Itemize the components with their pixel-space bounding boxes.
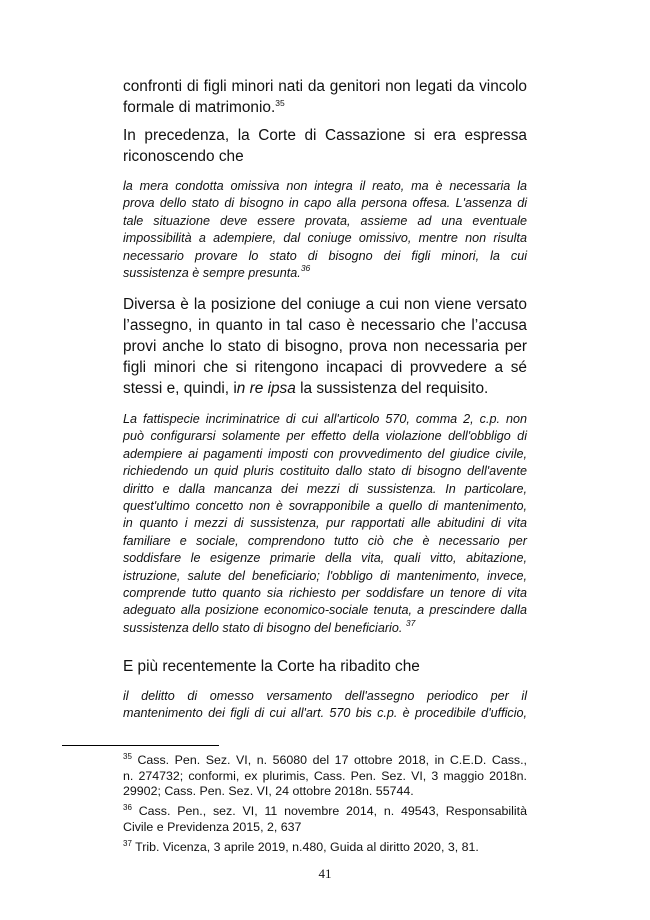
- footnote-line: [123, 840, 527, 856]
- text-line: riconoscendo che: [123, 148, 244, 165]
- footnote-ref-37[interactable]: 37: [405, 617, 416, 628]
- text-line: l’assegno, in quanto in tal caso è necessario che l’accusa: [123, 317, 527, 334]
- footnote-37: [123, 840, 527, 856]
- text-line: provi anche lo stato di bisogno, prova non necessaria per: [123, 338, 527, 355]
- body-paragraph-1: [123, 76, 527, 118]
- quote-line: in quanto i mezzi di sussistenza, pur rapportati alle abitudini di vita: [123, 516, 527, 531]
- text-line: E più recentemente la Corte ha ribadito che: [123, 658, 420, 675]
- footnote-36: [123, 804, 527, 835]
- footnote-number: 36: [123, 803, 132, 812]
- quote-line: tale situazione deve essere provata, assieme ad una eventuale: [123, 213, 527, 228]
- text-segment: formale di matrimonio.: [123, 99, 276, 116]
- footnote-separator: [62, 745, 219, 746]
- text-segment: la sussistenza del requisito.: [295, 380, 489, 397]
- text-segment: Trib. Vicenza, 3 aprile 2019, n.480, Guida al diritto 2020, 3, 81.: [131, 840, 479, 854]
- quote-line: familiare e sociale, comprendono tutto ciò che è necessario per: [123, 533, 527, 548]
- quote-line: istruzione, salute del beneficiario; l'obbligo di mantenimento, invece,: [123, 568, 527, 583]
- body-paragraph-4: [123, 656, 527, 677]
- quote-line: prova dello stato di bisogno in capo alla persona offesa. L'assenza di: [123, 196, 527, 211]
- quote-line: il delitto di omesso versamento dell'assegno periodico per il: [123, 689, 527, 703]
- latin-phrase: n re ipsa: [236, 380, 296, 397]
- footnote-line: [123, 804, 527, 820]
- block-quote-1: [123, 178, 527, 282]
- quote-line: necessario provare lo stato di bisogno dei figli minori, la cui: [123, 248, 527, 263]
- quote-line: adeguato alla posizione economico-sociale tenuta, a prescindere dalla: [123, 603, 527, 618]
- footnote-number: 35: [123, 752, 132, 761]
- text-segment: stessi e, quindi, i: [123, 380, 237, 397]
- text-line: confronti di figli minori nati da genitori non legati da vincolo: [123, 78, 527, 95]
- text-segment: Cass. Pen., sez. VI, 11 novembre 2014, n. 49543, Responsabilità: [131, 804, 527, 818]
- footnote-35: [123, 753, 527, 800]
- quote-line: quest'ultimo concetto non è sovrapponibile a quello di mantenimento,: [123, 499, 527, 514]
- quote-line: impossibilità a adempiere, dal coniuge omissivo, mentre non risulta: [123, 231, 527, 246]
- quote-line: soddisfare le esigenze primarie della vita, quali vitto, abitazione,: [123, 551, 527, 566]
- text-segment: sussistenza è sempre presunta.: [123, 266, 301, 281]
- text-line: [123, 97, 527, 118]
- block-quote-2: [123, 411, 527, 637]
- footnote-number: 37: [123, 839, 132, 848]
- text-segment: Cass. Pen. Sez. VI, n. 56080 del 17 ottobre 2018, in C.E.D. Cass.,: [131, 753, 527, 767]
- text-segment: sussistenza dello stato di bisogno del beneficiario.: [123, 620, 406, 635]
- footnote-line: 29902; Cass. Pen. Sez. VI, 24 ottobre 2018n. 55744.: [123, 784, 414, 798]
- quote-line: comprende tutto quanto sia richiesto per soddisfare un tenore di vita: [123, 586, 527, 601]
- text-line: In precedenza, la Corte di Cassazione si era espressa: [123, 127, 527, 144]
- quote-line: [123, 617, 527, 637]
- text-line: figli minori che si ritengono incapaci di provvedere a sé: [123, 359, 527, 376]
- text-line: [123, 378, 527, 399]
- body-paragraph-2: [123, 125, 527, 167]
- quote-line: adempiere ai pagamenti imposti con provvedimento del giudice civile,: [123, 446, 527, 461]
- quote-line: la mera condotta omissiva non integra il reato, ma è necessaria la: [123, 179, 527, 193]
- quote-line: diritto e dalla mancanza dei mezzi di sussistenza. In particolare,: [123, 481, 527, 496]
- quote-line: [123, 265, 527, 282]
- quote-line: La fattispecie incriminatrice di cui all'articolo 570, comma 2, c.p. non: [123, 412, 527, 426]
- quote-line: richiedendo un quid pluris costituito dallo stato di bisogno dell'avente: [123, 464, 527, 479]
- text-line: Diversa è la posizione del coniuge a cui non viene versato: [123, 296, 527, 313]
- quote-line: mantenimento dei figli di cui all'art. 570 bis c.p. è procedibile d'ufficio,: [123, 706, 527, 721]
- footnote-ref-35[interactable]: 35: [275, 98, 285, 108]
- footnote-line: n. 274732; conformi, ex plurimis, Cass. Pen. Sez. VI, 3 maggio 2018n.: [123, 768, 527, 783]
- page-number: 41: [318, 866, 332, 881]
- body-paragraph-3: [123, 294, 527, 399]
- footnote-line: Civile e Previdenza 2015, 2, 637: [123, 819, 302, 834]
- footnote-ref-36[interactable]: 36: [300, 263, 311, 274]
- footnote-line: [123, 753, 527, 769]
- block-quote-3: [123, 688, 527, 723]
- quote-line: può configurarsi solamente per effetto della violazione dell'obbligo di: [123, 429, 527, 444]
